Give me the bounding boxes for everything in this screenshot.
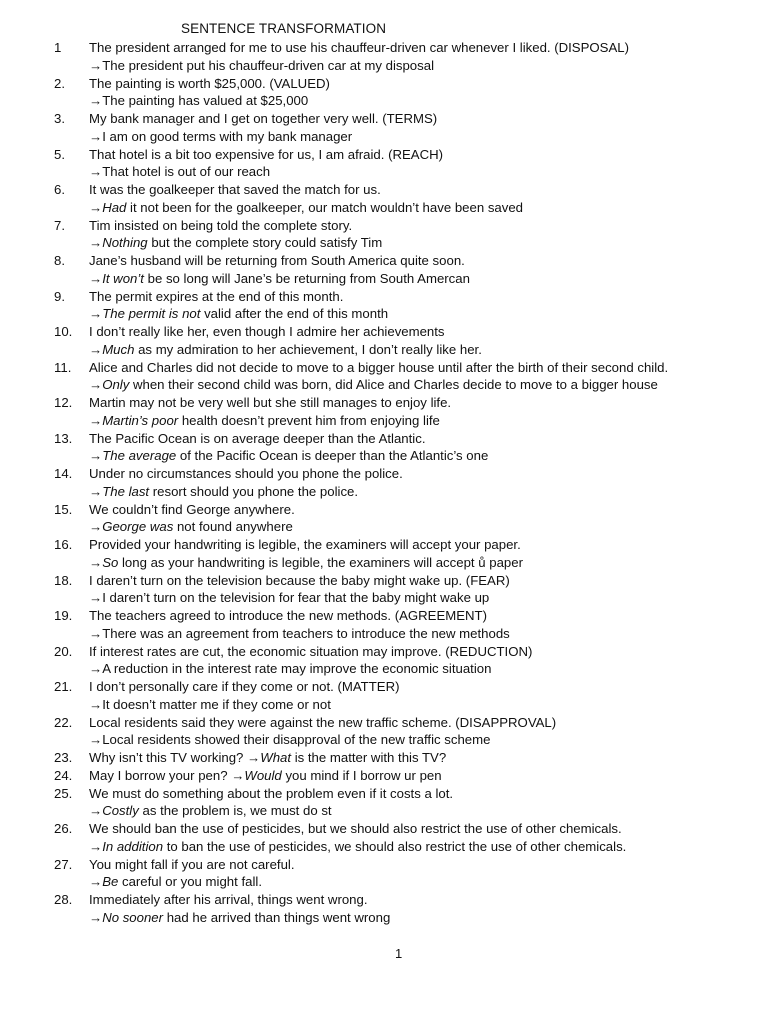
question-text: We must do something about the problem even if it costs a lot. [89,785,454,801]
answer-line [0,660,768,678]
question-segment: What [260,750,292,765]
exercise-item [0,820,768,838]
exercise-item [0,536,768,554]
answer-text [89,554,523,572]
exercise-item [0,252,768,270]
exercise-list [0,39,768,927]
exercise-item [0,323,768,341]
answer-line [0,57,768,75]
answer-text [89,341,482,359]
question-text: I don’t really like her, even though I admire her achievements [89,324,445,339]
answer-segment: → [89,448,103,464]
item-number: 14. [54,466,73,481]
answer-segment: → [89,270,103,286]
question-text: The painting is worth $25,000. (VALUED) [89,75,330,91]
exercise-item [0,714,768,732]
item-number: 26. [54,821,73,836]
answer-text [89,376,658,394]
question-text: We couldn’t find George anywhere. [89,501,295,517]
item-number: 27. [54,856,73,872]
exercise-item [0,607,768,625]
answer-segment: be so long will Jane’s be returning from South Amercan [143,270,470,286]
exercise-item [0,39,768,57]
answer-line [0,92,768,110]
answer-text [89,270,470,288]
answer-text [89,163,270,181]
item-number: 8. [54,253,65,268]
exercise-item [0,767,768,785]
page-number: 1 [395,946,403,961]
answer-line [0,802,768,820]
question-text: You might fall if you are not careful. [89,856,295,872]
answer-line [0,625,768,643]
exercise-item [0,749,768,767]
question-text: The Pacific Ocean is on average deeper than the Atlantic. [89,430,426,446]
answer-segment: →There was an agreement from teachers to introduce the new methods [89,625,510,641]
answer-line [0,589,768,607]
exercise-item [0,572,768,590]
exercise-item [0,501,768,519]
exercise-item [0,288,768,306]
question-text: That hotel is a bit too expensive for us, I am afraid. (REACH) [89,146,444,162]
item-number: 2. [54,75,65,91]
question-segment: is the matter with this TV? [291,750,447,765]
answer-line [0,518,768,536]
question-text: I daren’t turn on the television because the baby might wake up. (FEAR) [89,572,510,588]
answer-line [0,483,768,501]
answer-segment: as the problem is, we must do st [138,803,332,819]
exercise-item [0,891,768,909]
item-number: 7. [54,217,65,233]
answer-line [0,447,768,465]
exercise-item [0,785,768,803]
answer-segment: Martin’s poor [102,412,179,428]
exercise-item [0,181,768,199]
item-number: 3. [54,111,65,126]
question-text: The permit expires at the end of this month. [89,288,344,304]
question-text: My bank manager and I get on together very well. (TERMS) [89,111,438,126]
answer-line [0,873,768,891]
exercise-item [0,110,768,128]
answer-text [89,518,293,536]
answer-segment: →I am on good terms with my bank manager [89,128,353,144]
answer-text [89,873,262,891]
answer-segment: → [89,199,103,215]
answer-text [89,731,490,749]
answer-text [89,589,489,607]
answer-segment: but the complete story could satisfy Tim [147,235,383,251]
question-text [89,767,442,785]
answer-segment: Had [102,199,127,215]
answer-segment: to ban the use of pesticides, we should also restrict the use of other chemicals. [163,838,627,854]
answer-segment: not found anywhere [173,519,293,535]
item-number: 20. [54,643,73,659]
answer-text [89,483,358,501]
answer-text [89,412,440,430]
exercise-item [0,856,768,874]
answer-text [89,128,352,146]
exercise-item [0,678,768,696]
question-text [89,749,446,767]
item-number: 9. [54,288,65,304]
question-text: Provided your handwriting is legible, the examiners will accept your paper. [89,537,521,552]
answer-line [0,128,768,146]
answer-segment: The last [102,483,150,499]
item-number: 5. [54,146,65,162]
answer-segment: →A reduction in the interest rate may improve the economic situation [89,661,492,677]
question-text: Under no circumstances should you phone the police. [89,466,403,481]
answer-line [0,412,768,430]
item-number: 22. [54,714,73,730]
answer-text [89,447,488,465]
answer-segment: Costly [102,803,139,819]
question-text: Immediately after his arrival, things went wrong. [89,892,368,907]
answer-segment: → [89,519,103,535]
question-text: We should ban the use of pesticides, but we should also restrict the use of other chemicals. [89,821,622,836]
answer-line [0,909,768,927]
answer-line [0,234,768,252]
answer-text [89,838,626,856]
answer-segment: resort should you phone the police. [149,483,359,499]
answer-segment: →I daren’t turn on the television for fear that the baby might wake up [89,590,490,606]
answer-line [0,341,768,359]
answer-text [89,57,434,75]
exercise-item [0,75,768,93]
question-text: The teachers agreed to introduce the new methods. (AGREEMENT) [89,608,488,623]
answer-segment: →That hotel is out of our reach [89,164,271,180]
answer-segment: George was [102,519,174,535]
answer-text [89,660,491,678]
answer-segment: → [89,909,103,925]
question-segment: May I borrow your pen? → [89,767,245,783]
answer-line [0,376,768,394]
answer-segment: → [89,306,103,322]
answer-segment: Be [102,874,119,890]
item-number: 6. [54,182,65,197]
answer-segment: → [89,341,103,357]
answer-segment: The permit is not [102,306,201,322]
answer-segment: → [89,235,103,251]
item-number: 16. [54,537,73,552]
exercise-item [0,217,768,235]
question-text: If interest rates are cut, the economic situation may improve. (REDUCTION) [89,643,533,659]
answer-line [0,270,768,288]
item-number: 23. [54,750,73,765]
item-number: 25. [54,785,73,801]
answer-segment: → [89,412,103,428]
answer-text [89,92,308,110]
exercise-item [0,359,768,377]
answer-line [0,199,768,217]
answer-segment: → [89,874,103,890]
question-text: Tim insisted on being told the complete story. [89,217,353,233]
item-number: 10. [54,324,73,339]
question-text: Martin may not be very well but she still manages to enjoy life. [89,395,452,410]
answer-line [0,731,768,749]
item-number: 19. [54,608,73,623]
answer-segment: health doesn’t prevent him from enjoying life [178,412,440,428]
answer-segment: The average [102,448,177,464]
question-text: Jane’s husband will be returning from South America quite soon. [89,253,465,268]
answer-segment: valid after the end of this month [200,306,389,322]
answer-line [0,696,768,714]
answer-text [89,305,388,323]
answer-segment: So [102,554,119,570]
answer-segment: it not been for the goalkeeper, our match wouldn’t have been saved [126,199,524,215]
answer-segment: →Local residents showed their disapproval of the new traffic scheme [89,732,491,748]
question-text: Local residents said they were against the new traffic scheme. (DISAPPROVAL) [89,714,557,730]
answer-text [89,802,332,820]
answer-segment: as my admiration to her achievement, I don’t really like her. [134,341,482,357]
answer-segment: → [89,803,103,819]
item-number: 21. [54,679,73,694]
item-number: 15. [54,501,73,517]
question-text: It was the goalkeeper that saved the match for us. [89,182,381,197]
answer-segment: long as your handwriting is legible, the examiners will accept ů paper [118,554,523,570]
exercise-item [0,643,768,661]
question-segment: Would [244,767,282,783]
item-number: 13. [54,430,73,446]
question-segment: Why isn’t this TV working? → [89,750,261,765]
exercise-item [0,465,768,483]
answer-segment: Nothing [102,235,148,251]
answer-text [89,909,390,927]
item-number: 11. [54,359,72,375]
answer-text [89,234,382,252]
question-text: Alice and Charles did not decide to move to a bigger house until after the birth of their second child. [89,359,669,375]
answer-line [0,554,768,572]
answer-segment: → [89,483,103,499]
answer-segment: No sooner [102,909,164,925]
item-number: 24. [54,767,73,783]
question-text: I don’t personally care if they come or not. (MATTER) [89,679,400,694]
answer-segment: →The painting has valued at $25,000 [89,93,309,109]
item-number: 28. [54,892,73,907]
exercise-item [0,430,768,448]
answer-segment: had he arrived than things went wrong [163,909,391,925]
answer-line [0,163,768,181]
exercise-item [0,394,768,412]
answer-segment: careful or you might fall. [118,874,262,890]
answer-segment: Only [102,377,130,393]
answer-segment: In addition [102,838,164,854]
answer-text [89,625,510,643]
answer-segment: → [89,554,103,570]
question-segment: you mind if I borrow ur pen [281,767,442,783]
answer-segment: → [89,377,103,393]
item-number: 1 [54,40,62,55]
answer-text [89,696,331,714]
answer-segment: when their second child was born, did Alice and Charles decide to move to a bigger house [129,377,658,393]
answer-line [0,838,768,856]
answer-segment: →It doesn’t matter me if they come or not [89,696,331,712]
item-number: 12. [54,395,73,410]
exercise-item [0,146,768,164]
answer-segment: → [89,838,103,854]
item-number: 18. [54,572,73,588]
question-text: The president arranged for me to use his chauffeur-driven car whenever I liked. (DISPOSAL) [89,40,629,55]
answer-line [0,305,768,323]
answer-text [89,199,523,217]
answer-segment: of the Pacific Ocean is deeper than the Atlantic’s one [176,448,489,464]
answer-segment: →The president put his chauffeur-driven car at my disposal [89,57,434,73]
page-title: SENTENCE TRANSFORMATION [181,21,387,36]
answer-segment: Much [102,341,135,357]
answer-segment: It won’t [102,270,144,286]
